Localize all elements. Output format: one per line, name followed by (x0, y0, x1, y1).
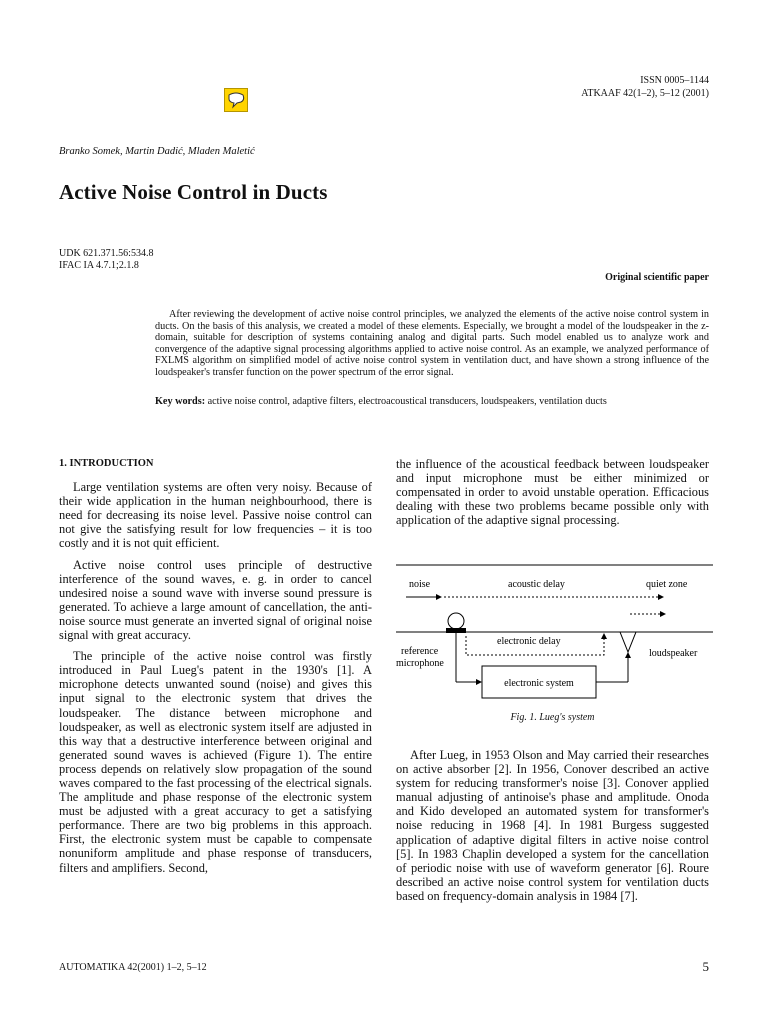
keywords-label: Key words: (155, 396, 206, 407)
left-column (59, 457, 372, 882)
paragraph: The principle of the active noise control was firstly introduced in Paul Lueg's patent in the 1930's [1]. A microphone detects unwanted sound (noise) and gives this input signal to the electronic system that drives the loudspeaker. The distance between microphone and loudspeaker, as well as electronic system itself are adjusted in this way that a destructive interference between original and generated sound waves is achieved (Figure 1). The entire process depends on relatively slow propagation of the sound waves compared to the fast processing of the electrical signals. The amplitude and phase response of the electronic system must be adjusted with a great accuracy to get a satisfying performance. There are two big problems in this approach. First, the electronic system must be capable to compensate nonuniform amplitude and phase response of transducers, filters and amplifiers. Second, (59, 649, 372, 875)
speaker-arrow (625, 652, 631, 658)
label-microphone: microphone (396, 658, 444, 669)
udk-code: UDK 621.371.56:534.8 (59, 248, 154, 259)
paper-type: Original scientific paper (605, 272, 709, 283)
paragraph: Large ventilation systems are often very noisy. Because of their wide application in the human neighbourhood, there is need for decreasing its noise level. Passive noise control can not give the satisfying result for low frequencies – it is too costly and it is not quit efficient. (59, 480, 372, 551)
keywords-text: active noise control, adaptive filters, electroacoustical transducers, loudspeakers, ventilation ducts (205, 396, 607, 407)
quiet-zone-arrow (660, 611, 666, 617)
citation: ATKAAF 42(1–2), 5–12 (2001) (581, 88, 709, 99)
label-reference: reference (401, 646, 439, 657)
noise-arrow-head (436, 594, 442, 600)
ifac-code: IFAC IA 4.7.1;2.1.8 (59, 260, 139, 271)
figure-caption: Fig. 1. Lueg's system (510, 712, 595, 723)
loudspeaker-icon (620, 632, 636, 652)
acoustic-delay-arrow (658, 594, 664, 600)
electronic-delay-arrow (601, 633, 607, 639)
label-quiet-zone: quiet zone (646, 579, 688, 590)
authors: Branko Somek, Martin Dadić, Mladen Maletić (59, 146, 255, 157)
issn: ISSN 0005–1144 (640, 75, 709, 86)
journal-header (581, 74, 709, 100)
microphone-icon (448, 613, 464, 629)
mic-to-system-arrow (476, 679, 482, 685)
figure-lueg-system (396, 562, 716, 732)
label-electronic-system: electronic system (504, 678, 574, 689)
footer-journal: AUTOMATIKA 42(2001) 1–2, 5–12 (59, 962, 207, 973)
paragraph: After Lueg, in 1953 Olson and May carried their researches on active absorber [2]. In 1956, Conover described an active system for reducing transformer's noise [3]. Conover applied manual adjusting of antinoise's phase and amplitude. Onoda and Kido developed an automated system for transformer's noise reducing in 1968 [4]. In 1981 Burgess suggested application of adaptive digital filters in active noise control [5]. In 1983 Chaplin developed a system for the cancellation of periodic noise with use of waveform generator [6]. Roure described an active noise control system for ventilation ducts based on frequency-domain analysis in 1984 [7]. (396, 748, 709, 903)
paragraph: Active noise control uses principle of destructive interference of the sound waves, e. g. in order to cancel undesired noise a sound wave with inverse sound pressure is generated. To achieve a large amount of cancellation, the anti-noise source must generate an inverted signal of original noise signal with great accuracy. (59, 557, 372, 643)
keywords (155, 396, 715, 407)
paragraph: the influence of the acoustical feedback between loudspeaker and input microphone must be either minimized or compensated in order to avoid unstable operation. Efficacious dealing with these two problems became possible only with application of the adaptive signal processing. (396, 457, 709, 528)
comment-icon[interactable] (224, 88, 248, 112)
section-heading: 1. INTRODUCTION (59, 458, 154, 469)
paper-title: Active Noise Control in Ducts (59, 180, 328, 204)
page-number: 5 (702, 959, 709, 974)
label-acoustic-delay: acoustic delay (508, 579, 565, 590)
abstract: After reviewing the development of active noise control principles, we analyzed the elements of the active noise control system in ducts. On the basis of this analysis, we created a model of these elements. Especially, we brought a model of the loudspeaker in the z-domain, suitable for description of systems containing analog and digital parts. Such model enabled us to analyze work and convergence of the adaptive signal processing algorithms applied to active noise control. As an example, we analyzed performance of FXLMS algorithm on simplified model of active noise control system in ventilation duct, and have shown a strong influence of the loudspeaker's transfer function on the power spectrum of the error signal. (155, 309, 709, 378)
right-column-top (396, 457, 709, 534)
label-electronic-delay: electronic delay (497, 636, 561, 647)
label-loudspeaker: loudspeaker (649, 648, 698, 659)
right-column-bottom (396, 748, 709, 910)
classification (59, 248, 153, 272)
label-noise: noise (409, 579, 431, 590)
